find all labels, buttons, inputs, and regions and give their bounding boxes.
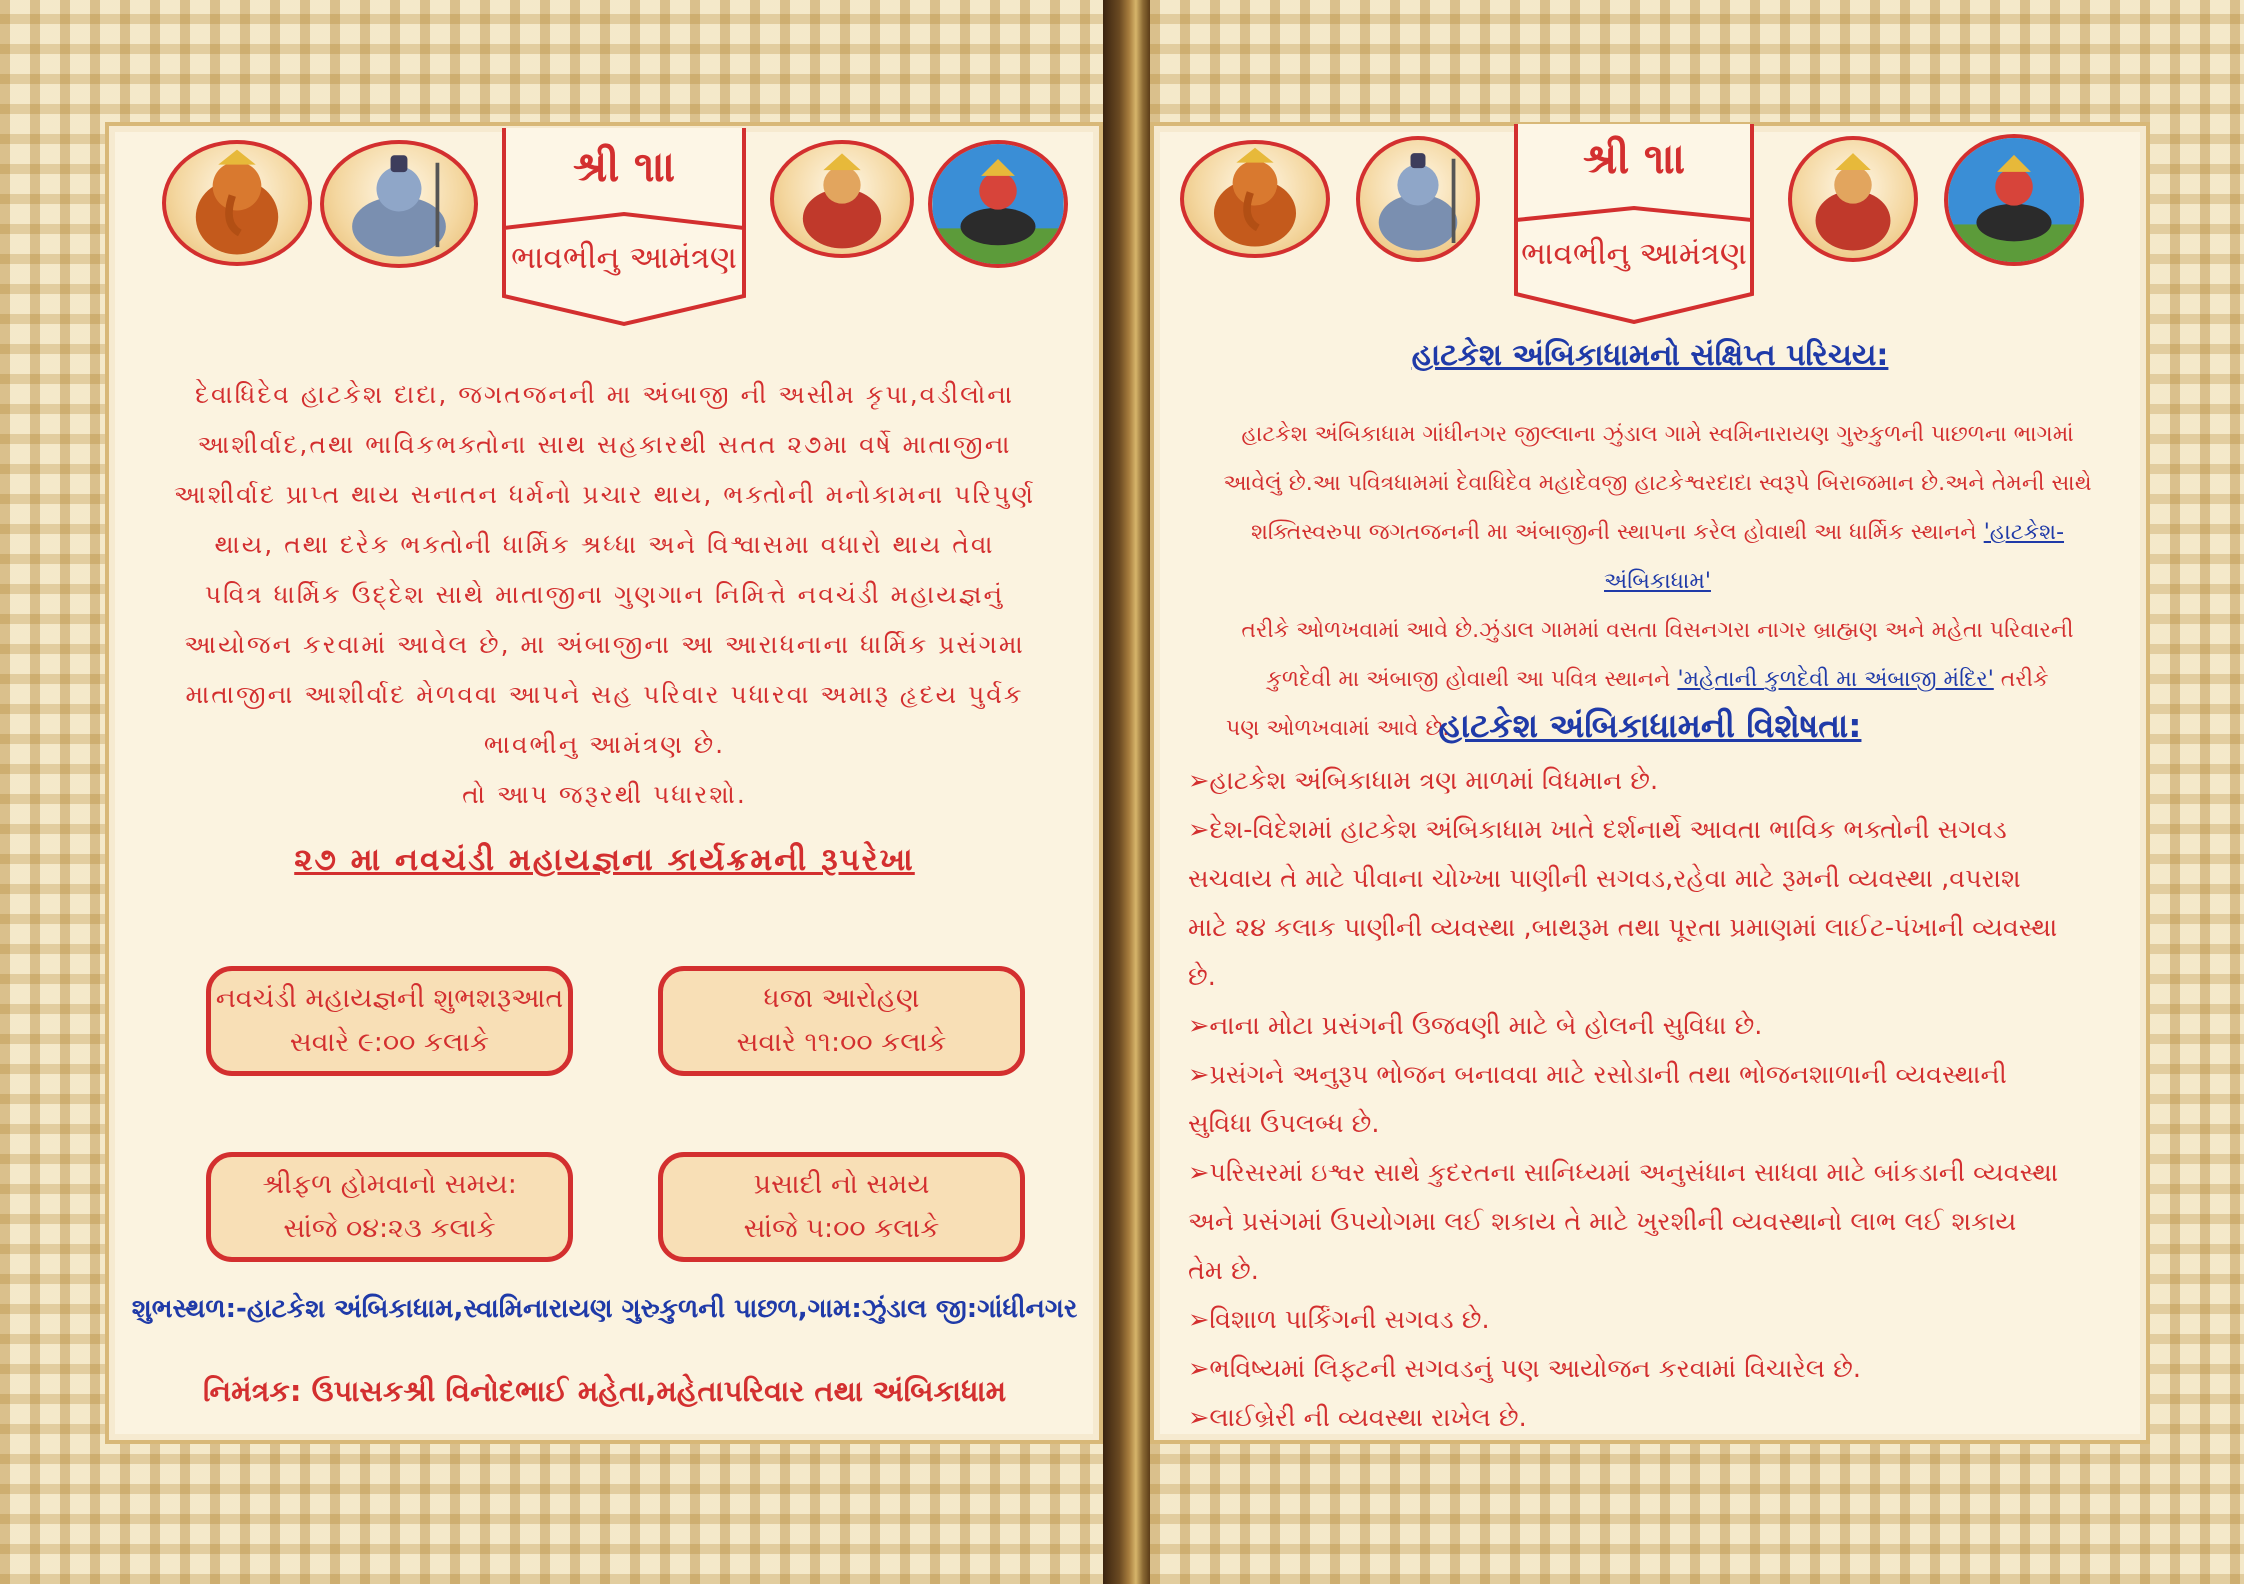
event-time: સવારે ૧૧:૦૦ કલાકે <box>736 1027 947 1058</box>
invitation-line: દેવાધિદેવ હાટકેશ દાદા, જગતજનની મા અંબાજી ની અસીમ કૃપા,વડીલોના <box>195 380 1014 409</box>
shri-heading: શ્રી ૧ાા <box>572 142 676 191</box>
feature-line: સચવાય તે માટે પીવાના ચોખ્ખા પાણીની સગવડ,રહેવા માટે રૂમની વ્યવસ્થા ,વપરાશ <box>1188 864 2021 894</box>
feature-line: છે. <box>1188 962 1216 992</box>
schedule-title: ૨૭ મા નવચંડી મહાયજ્ઞના કાર્યક્રમની રૂપરેખા <box>294 842 915 878</box>
shiva-icon <box>320 140 478 268</box>
intro-line <box>1200 655 2115 704</box>
feature-line: ➢પ્રસંગને અનુરૂપ ભોજન બનાવવા માટે રસોડાની તથા ભોજનશાળાની વ્યવસ્થાની <box>1188 1060 2007 1090</box>
intro-text <box>1200 410 2115 753</box>
event-box-dhaja-arohan <box>658 966 1025 1076</box>
invitation-subtitle: ભાવભીનુ આમંત્રણ <box>1521 236 1747 272</box>
hatkesh-ambikadham-link[interactable]: 'હાટકેશ-અંબિકાધામ' <box>1604 520 2065 594</box>
invitation-line: માતાજીના આશીર્વાદ મેળવવા આપને સહ પરિવાર પધારવા અમારૂ હૃદય પુર્વક <box>185 680 1024 709</box>
venue-text: શુભસ્થળ:-હાટકેશ અંબિકાધામ,સ્વામિનારાયણ ગુરુકુળની પાછળ,ગામ:ઝુંડાલ જી:ગાંધીનગર <box>131 1294 1078 1324</box>
invitation-text <box>112 370 1097 820</box>
feature-line: અને પ્રસંગમાં ઉપયોગમા લઈ શકાય તે માટે ખુરશીની વ્યવસ્થાનો લાભ લઈ શકાય <box>1188 1207 2017 1237</box>
invitation-line: ભાવભીનુ આમંત્રણ છે. <box>483 730 726 759</box>
event-box-shrifal-homa <box>206 1152 573 1262</box>
invitation-line: તો આપ જરૂરથી પધારશો. <box>462 780 747 809</box>
invitation-line: આશીર્વાદ,તથા ભાવિકભક્તોના સાથ સહકારથી સતત ૨૭મા વર્ષે માતાજીના <box>197 430 1012 459</box>
invitation-line: આશીર્વાદ પ્રાપ્ત થાય સનાતન ધર્મનો પ્રચાર થાય, ભક્તોની મનોકામના પરિપુર્ણ <box>173 480 1036 509</box>
intro-line: તરીકે ઓળખવામાં આવે છે.ઝુંડાલ ગામમાં વસતા વિસનગરા નાગર બ્રાહ્મણ અને મહેતા પરિવારની <box>1241 618 2074 643</box>
left-title-banner <box>500 128 748 328</box>
intro-line: પણ ઓળખવામાં આવે છે. <box>1226 716 1450 741</box>
shiva-icon <box>1356 136 1480 262</box>
intro-line-text: શક્તિસ્વરુપા જગતજનની મા અંબાજીની સ્થાપના કરેલ હોવાથી આ ધાર્મિક સ્થાનને <box>1250 520 1977 545</box>
kuldevi-mandir-link[interactable]: 'મહેતાની કુળદેવી મા અંબાજી મંદિર' <box>1677 667 1994 692</box>
right-title-banner <box>1512 124 1756 324</box>
feature-line: ➢લાઈબ્રેરી ની વ્યવસ્થા રાખેલ છે. <box>1188 1403 1527 1433</box>
event-time: સાંજે ૦૪:૨૩ કલાકે <box>283 1213 496 1244</box>
feature-line: સુવિધા ઉપલબ્ધ છે. <box>1188 1109 1380 1139</box>
intro-title: હાટકેશ અંબિકાધામનો સંક્ષિપ્ત પરિચય: <box>1411 338 1889 373</box>
features-list <box>1188 757 2138 1443</box>
intro-line: આવેલું છે.આ પવિત્રધામમાં દેવાધિદેવ મહાદેવજી હાટકેશ્વરદાદા સ્વરૂપે બિરાજમાન છે.અને તેમની સાથે <box>1223 471 2092 496</box>
event-time: સાંજે ૫:૦૦ કલાકે <box>743 1213 940 1244</box>
event-time: સવારે ૯:૦૦ કલાકે <box>289 1027 490 1058</box>
event-title: નવચંડી મહાયજ્ઞની શુભશરૂઆત <box>215 983 564 1014</box>
intro-line-text: કુળદેવી મા અંબાજી હોવાથી આ પવિત્ર સ્થાનને <box>1266 667 1671 692</box>
ambaji-icon <box>928 140 1068 268</box>
feature-line: ➢ભવિષ્યમાં લિફ્ટની સગવડનું પણ આયોજન કરવામાં વિચારેલ છે. <box>1188 1354 1861 1384</box>
features-title: હાટકેશ અંબિકાધામની વિશેષતા: <box>1438 706 1862 745</box>
feature-line: ➢વિશાળ પાર્કિંગની સગવડ છે. <box>1188 1305 1490 1335</box>
inviter-text: નિમંત્રક: ઉપાસકશ્રી વિનોદભાઈ મહેતા,મહેતાપરિવાર તથા અંબિકાધામ <box>202 1374 1007 1408</box>
feature-line: ➢હાટકેશ અંબિકાધામ ત્રણ માળમાં વિધમાન છે. <box>1188 766 1659 796</box>
feature-line: ➢નાના મોટા પ્રસંગની ઉજવણી માટે બે હોલની સુવિધા છે. <box>1188 1011 1763 1041</box>
ambaji-icon <box>1944 134 2084 266</box>
feature-line: માટે ૨૪ કલાક પાણીની વ્યવસ્થા ,બાથરૂમ તથા પૂરતા પ્રમાણમાં લાઈટ-પંખાની વ્યવસ્થા <box>1188 913 2058 943</box>
event-box-yagna-start <box>206 966 573 1076</box>
ganesh-icon <box>1180 140 1330 258</box>
feature-line: તેમ છે. <box>1188 1256 1259 1286</box>
invitation-line: પવિત્ર ધાર્મિક ઉદ્દેશ સાથે માતાજીના ગુણગાન નિમિત્તે નવચંડી મહાયજ્ઞનું <box>204 580 1005 609</box>
feature-line: ➢દેશ-વિદેશમાં હાટકેશ અંબિકાધામ ખાતે દર્શનાર્થે આવતા ભાવિક ભક્તોની સગવડ <box>1188 815 2007 845</box>
event-title: ધજા આરોહણ <box>763 983 920 1014</box>
intro-line: હાટકેશ અંબિકાધામ ગાંધીનગર જીલ્લાના ઝુંડાલ ગામે સ્વમિનારાયણ ગુરુકુળની પાછળના ભાગમાં <box>1241 422 2074 447</box>
intro-line-text: તરીકે <box>2000 667 2049 692</box>
event-box-prasadi <box>658 1152 1025 1262</box>
event-title: શ્રીફળ હોમવાનો સમય: <box>262 1169 517 1200</box>
book-spine <box>1103 0 1150 1584</box>
invitation-subtitle: ભાવભીનુ આમંત્રણ <box>511 240 737 276</box>
durga-icon <box>1788 136 1918 262</box>
invitation-line: થાય, તથા દરેક ભક્તોની ધાર્મિક શ્રધ્ધા અને વિશ્વાસમા વધારો થાય તેવા <box>214 530 995 559</box>
ganesh-icon <box>162 140 312 266</box>
shri-heading: શ્રી ૧ાા <box>1582 134 1686 183</box>
durga-icon <box>770 140 914 258</box>
event-title: પ્રસાદી નો સમય <box>753 1169 930 1200</box>
intro-line <box>1200 508 2115 606</box>
feature-line: ➢પરિસરમાં ઇશ્વર સાથે કુદરતના સાનિધ્યમાં અનુસંધાન સાધવા માટે બાંકડાની વ્યવસ્થા <box>1188 1158 2059 1188</box>
invitation-line: આયોજન કરવામાં આવેલ છે, મા અંબાજીના આ આરાધનાના ધાર્મિક પ્રસંગમા <box>184 630 1025 659</box>
